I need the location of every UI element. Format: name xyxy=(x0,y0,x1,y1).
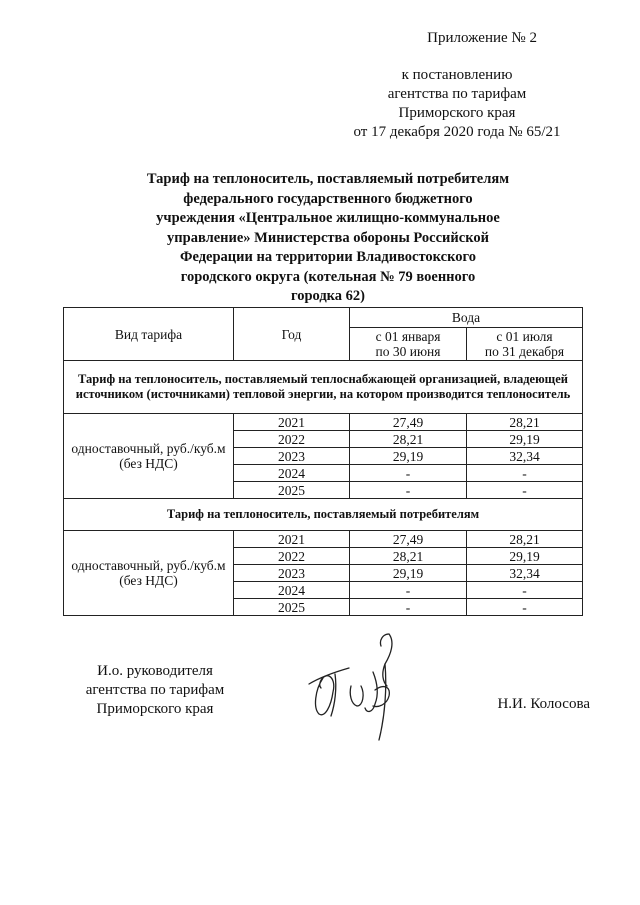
year-cell: 2024 xyxy=(234,465,350,482)
year-cell: 2025 xyxy=(234,599,350,616)
value-second-half: 29,19 xyxy=(467,548,583,565)
year-cell: 2025 xyxy=(234,482,350,499)
value-second-half: - xyxy=(467,465,583,482)
position-line: агентства по тарифам xyxy=(85,682,225,698)
value-second-half: 28,21 xyxy=(467,414,583,431)
title-line: Тариф на теплоноситель, поставляемый потребителям xyxy=(146,171,510,187)
resolution-reference xyxy=(330,66,584,142)
basis-line: агентства по тарифам xyxy=(387,86,527,102)
position-line: Приморского края xyxy=(96,701,214,717)
section-heading: Тариф на теплоноситель, поставляемый теплоснабжающей организацией, владеющей источником (источниками) тепловой энергии, на котором производится теплоноситель xyxy=(64,361,583,414)
value-first-half: - xyxy=(350,599,467,616)
header-year: Год xyxy=(234,308,350,361)
header-water: Вода xyxy=(350,308,583,328)
title-line: управление» Министерства обороны Российской xyxy=(167,229,489,246)
value-second-half: - xyxy=(467,582,583,599)
header-tariff-type: Вид тарифа xyxy=(64,308,234,361)
value-second-half: 29,19 xyxy=(467,431,583,448)
value-first-half: 29,19 xyxy=(350,448,467,465)
title-line: городского округа (котельная № 79 военного xyxy=(180,268,476,285)
value-first-half: - xyxy=(350,482,467,499)
value-second-half: 32,34 xyxy=(467,448,583,465)
document-title xyxy=(100,170,556,307)
year-cell: 2021 xyxy=(234,531,350,548)
value-first-half: 29,19 xyxy=(350,565,467,582)
tariff-type-cell: одноставочный, руб./куб.м (без НДС) xyxy=(64,414,234,499)
year-cell: 2023 xyxy=(234,448,350,465)
year-cell: 2022 xyxy=(234,431,350,448)
title-line: учреждения «Центральное жилищно-коммунальное xyxy=(156,210,500,226)
value-first-half: 27,49 xyxy=(350,531,467,548)
header-period-second-half: с 01 июля по 31 декабря xyxy=(467,328,583,361)
header-period-first-half: с 01 января по 30 июня xyxy=(350,328,467,361)
title-line: федерального государственного бюджетного xyxy=(183,190,473,207)
tariff-table xyxy=(63,307,583,616)
value-second-half: - xyxy=(467,599,583,616)
title-line: городка 62) xyxy=(290,288,366,304)
signatory-name: Н.И. Колосова xyxy=(497,696,590,712)
value-second-half: 32,34 xyxy=(467,565,583,582)
value-first-half: 28,21 xyxy=(350,548,467,565)
basis-line: Приморского края xyxy=(398,105,516,121)
section-heading: Тариф на теплоноситель, поставляемый потребителям xyxy=(64,499,583,531)
value-second-half: - xyxy=(467,482,583,499)
value-second-half: 28,21 xyxy=(467,531,583,548)
year-cell: 2021 xyxy=(234,414,350,431)
value-first-half: 28,21 xyxy=(350,431,467,448)
basis-line: к постановлению xyxy=(401,67,513,83)
value-first-half: 27,49 xyxy=(350,414,467,431)
handwritten-signature xyxy=(305,628,415,746)
basis-line: от 17 декабря 2020 года № 65/21 xyxy=(353,124,561,140)
signatory-position xyxy=(60,662,250,719)
table-row xyxy=(64,531,583,548)
year-cell: 2024 xyxy=(234,582,350,599)
appendix-label: Приложение № 2 xyxy=(427,30,537,46)
position-line: И.о. руководителя xyxy=(97,663,213,679)
table-row xyxy=(64,414,583,431)
value-first-half: - xyxy=(350,465,467,482)
tariff-type-cell: одноставочный, руб./куб.м (без НДС) xyxy=(64,531,234,616)
title-line: Федерации на территории Владивостокского xyxy=(180,249,476,265)
year-cell: 2023 xyxy=(234,565,350,582)
value-first-half: - xyxy=(350,582,467,599)
year-cell: 2022 xyxy=(234,548,350,565)
